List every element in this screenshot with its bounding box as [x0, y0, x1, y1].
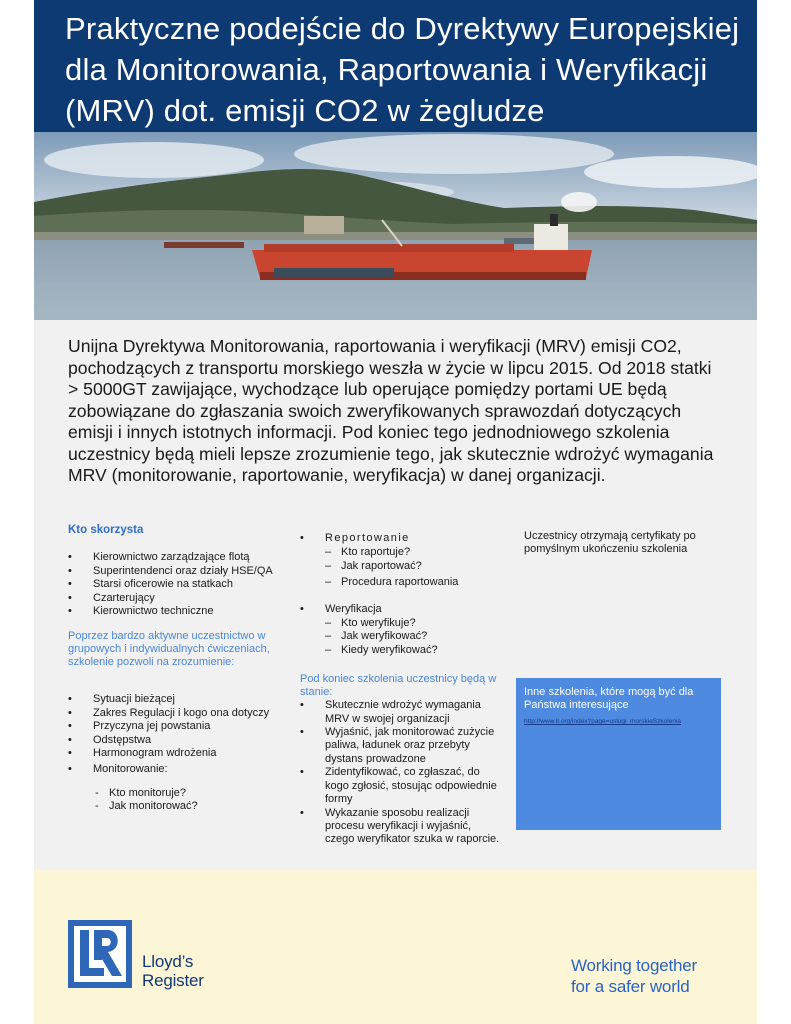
list-item: • Sytuacji bieżącej	[68, 693, 278, 706]
list-item: • Odstępstwa	[68, 734, 278, 747]
verification-sublist	[325, 617, 500, 657]
intro-paragraph: Unijna Dyrektywa Monitorowania, raportowania i weryfikacji (MRV) emisji CO2, pochodzących z transportu morskiego weszła w życie w lipcu 2015. Od 2018 statki > 5000GT zawijające, wychodzące lub operujące pomiędzy portami UE będą zobowiązane do zgłaszania swoich zweryfikowanych sprawozdań dotyczących emisji i innych istotnych informacji. Pod koniec tego jednodniowego szkolenia uczestnicy będą mieli lepsze zrozumienie tego, jak skutecznie wdrożyć wymagania MRV (monitorowanie, raportowanie, weryfikacja) w danej organizacji.	[68, 336, 714, 485]
list-item: • Zidentyfikować, co zgłaszać, do kogo zgłosić, stosując odpowiednie formy	[300, 766, 500, 806]
list-item: • Wykazanie sposobu realizacji procesu weryfikacji i wyjaśnić, czego weryfikator szuka w raporcie.	[300, 807, 500, 847]
reporting-item	[300, 532, 500, 590]
logo-line-2: Register	[142, 971, 204, 990]
verification-label: Weryfikacja	[325, 602, 382, 615]
audience-list	[68, 551, 278, 618]
list-item: – Kto weryfikuje?	[325, 617, 500, 630]
list-item: • Przyczyna jej powstania	[68, 720, 278, 733]
ship-photo	[34, 132, 757, 320]
list-item: – Jak raportować?	[325, 560, 500, 573]
tagline-line-2: for a safer world	[571, 977, 690, 996]
list-item: – Procedura raportowania	[325, 576, 500, 589]
list-item: • Monitorowanie:	[68, 763, 278, 776]
list-item: • Kierownictwo zarządzające flotą	[68, 551, 278, 564]
monitoring-sublist	[68, 787, 278, 814]
other-trainings-box	[516, 678, 721, 830]
understanding-intro: Poprzez bardzo aktywne uczestnictwo w grupowych i indywidualnych ćwiczeniach, szkolenie pozwoli na zrozumienie:	[68, 630, 270, 669]
program-column	[300, 532, 500, 847]
list-item: • Superintendenci oraz działy HSE/QA	[68, 565, 278, 578]
list-item: • Kierownictwo techniczne	[68, 605, 278, 618]
outcomes-intro: Pod koniec szkolenia uczestnicy będą w stanie:	[300, 673, 497, 699]
list-item: • Starsi oficerowie na statkach	[68, 578, 278, 591]
list-item: – Kto raportuje?	[325, 546, 500, 559]
lloyds-register-logo	[68, 920, 213, 995]
audience-column	[68, 524, 278, 814]
list-item: • Zakres Regulacji i kogo ona dotyczy	[68, 707, 278, 720]
reporting-sublist	[325, 546, 500, 589]
logo-line-1: Lloyd’s	[142, 952, 194, 971]
audience-heading: Kto skorzysta	[68, 524, 144, 536]
page-title: Praktyczne podejście do Dyrektywy Europejskiej dla Monitorowania, Raportowania i Weryfikacji (MRV) dot. emisji CO2 w żegludze	[65, 11, 740, 128]
list-item: - Kto monitoruje?	[95, 787, 278, 800]
other-trainings-text: Inne szkolenia, które mogą być dla Państwa interesujące	[524, 686, 694, 712]
tagline	[571, 955, 697, 997]
list-item: – Kiedy weryfikować?	[325, 644, 500, 657]
list-item: • Czarterujący	[68, 592, 278, 605]
lr-logo-icon	[68, 920, 132, 988]
certificate-column	[524, 530, 734, 557]
list-item: • Harmonogram wdrożenia	[68, 747, 278, 760]
reporting-label: Reportowanie	[325, 532, 410, 544]
logo-wordmark	[142, 952, 204, 990]
certificate-note: Uczestnicy otrzymają certyfikaty po pomyślnym ukończeniu szkolenia	[524, 530, 696, 556]
verification-item	[300, 603, 500, 658]
outcomes-list	[300, 699, 500, 846]
list-item: – Jak weryfikować?	[325, 630, 500, 643]
topics-list	[68, 693, 278, 776]
trainings-link[interactable]: http://www.lr.org/index?page=uslugi_morskieSzkolenia	[524, 718, 681, 725]
list-item: • Skutecznie wdrożyć wymagania MRV w swojej organizacji	[300, 699, 500, 726]
reporting-list	[300, 532, 500, 657]
list-item: • Wyjaśnić, jak monitorować zużycie paliwa, ładunek oraz przebyty dystans prowadzone	[300, 726, 500, 766]
list-item: - Jak monitorować?	[95, 800, 278, 813]
tagline-line-1: Working together	[571, 956, 697, 975]
